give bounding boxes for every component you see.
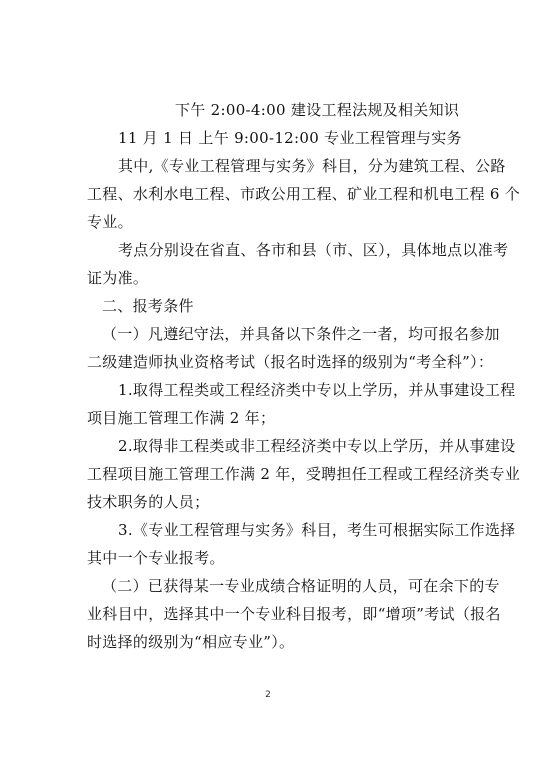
paragraph-line: 3.《专业工程管理与实务》科目，考生可根据实际工作选择 xyxy=(118,521,516,539)
paragraph-line: 二级建造师执业资格考试（报名时选择的级别为“考全科”）： xyxy=(87,353,494,371)
page-number: 2 xyxy=(265,690,271,700)
paragraph-line: 工程项目施工管理工作满 2 年，受聘担任工程或工程经济类专业 xyxy=(87,465,521,483)
paragraph-line: 技术职务的人员； xyxy=(87,493,210,511)
paragraph-line: 2.取得非工程类或非工程经济类中专以上学历，并从事建设 xyxy=(118,437,516,455)
paragraph-line: （二）已获得某一专业成绩合格证明的人员，可在余下的专 xyxy=(102,577,500,595)
paragraph-line: 考点分别设在省直、各市和县（市、区），具体地点以准考 xyxy=(118,241,509,259)
paragraph-line: 工程、水利水电工程、市政公用工程、矿业工程和机电工程 6 个 xyxy=(87,185,521,203)
paragraph-line: 业科目中，选择其中一个专业科目报考，即“增项”考试（报名 xyxy=(87,605,501,623)
section-heading: 二、报考条件 xyxy=(102,297,194,315)
paragraph-line: 证为准。 xyxy=(87,269,149,287)
paragraph-line: 时选择的级别为“相应专业”）。 xyxy=(87,633,295,651)
exam-schedule-nov1-line: 11 月 1 日 上午 9:00-12:00 专业工程管理与实务 xyxy=(118,129,462,147)
exam-schedule-afternoon-line: 下午 2:00-4:00 建设工程法规及相关知识 xyxy=(175,101,460,119)
paragraph-line: 专业。 xyxy=(87,213,133,231)
paragraph-line: 1.取得工程类或工程经济类中专以上学历，并从事建设工程 xyxy=(118,381,516,399)
paragraph-line: 其中一个专业报考。 xyxy=(87,549,225,567)
paragraph-line: （一）凡遵纪守法，并具备以下条件之一者，均可报名参加 xyxy=(102,325,500,343)
paragraph-line: 其中,《专业工程管理与实务》科目，分为建筑工程、公路 xyxy=(118,157,506,175)
paragraph-line: 项目施工管理工作满 2 年； xyxy=(87,409,276,427)
